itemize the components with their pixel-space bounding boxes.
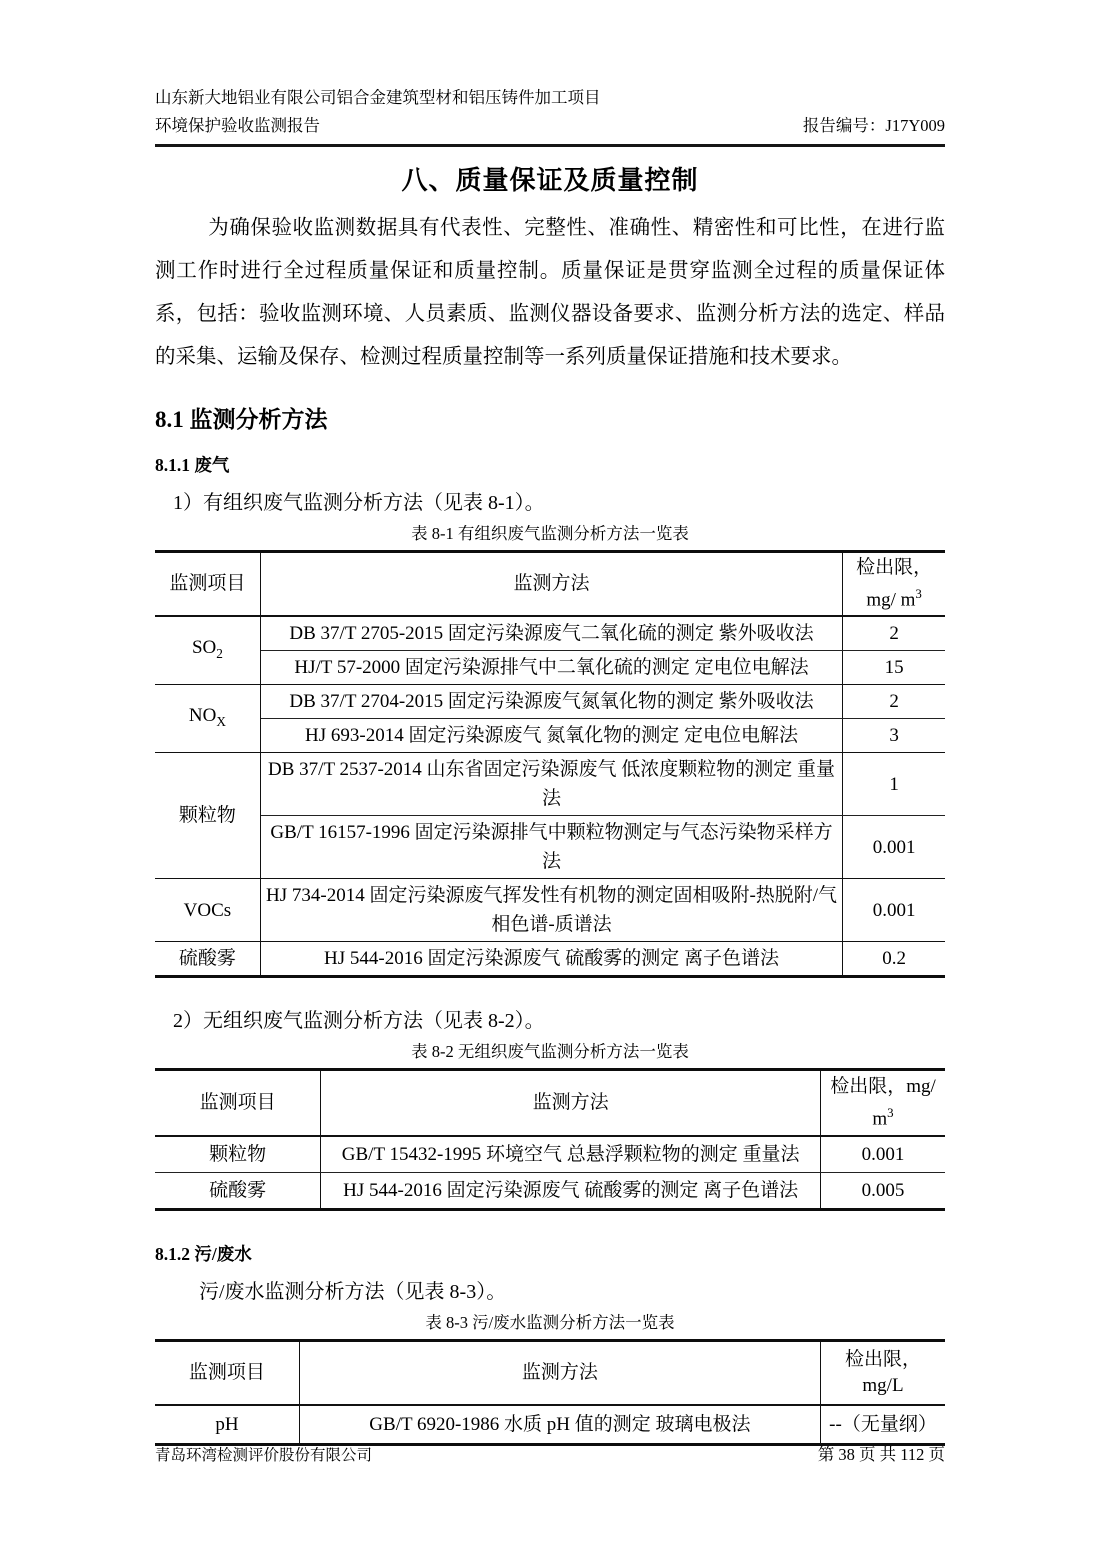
table-row (155, 879, 945, 942)
item-subscript: 2 (216, 646, 223, 662)
limit-unit: mg/ m (866, 589, 916, 611)
table-cell-method: GB/T 16157-1996 固定污染源排气中颗粒物测定与气态污染物采样方法 (260, 816, 842, 879)
lead-unorganized-gas: 2）无组织废气监测分析方法（见表 8-2）。 (173, 1010, 545, 1033)
report-number: 报告编号：J17Y009 (802, 116, 945, 135)
footer-page-number: 第 38 页 共 112 页 (817, 1445, 945, 1464)
item-label: NO (188, 705, 217, 727)
table-8-3-head (155, 1341, 945, 1405)
table-cell-limit: 0.001 (821, 1136, 945, 1173)
column-header-method: 监测方法 (260, 552, 842, 617)
table-cell-method: DB 37/T 2537-2014 山东省固定污染源废气 低浓度颗粒物的测定 重量法 (260, 753, 842, 816)
table-row (155, 816, 945, 879)
table-cell-item: 颗粒物 (155, 753, 260, 879)
column-header-limit (821, 1341, 946, 1405)
limit-unit-sup: 3 (915, 586, 922, 601)
table-row (155, 719, 945, 753)
table-cell-limit: 0.001 (843, 879, 945, 942)
header-second-line (155, 112, 945, 140)
table-row (155, 616, 945, 651)
table-row (155, 651, 945, 685)
table-header-row (155, 552, 945, 617)
table-row (155, 1136, 945, 1173)
column-header-item: 监测项目 (155, 552, 260, 617)
lead-wastewater: 污/废水监测分析方法（见表 8-3）。 (199, 1281, 507, 1304)
limit-unit: m (872, 1108, 888, 1130)
table-cell-item: pH (155, 1405, 299, 1445)
table-header-row (155, 1341, 945, 1405)
intro-paragraph: 为确保验收监测数据具有代表性、完整性、准确性、精密性和可比性，在进行监测工作时进行全过程质量保证和质量控制。质量保证是贯穿监测全过程的质量保证体系，包括：验收监测环境、人员素质、监测仪器设备要求、监测分析方法的选定、样品的采集、运输及保存、检测过程质量控制等一系列质量保证措施和技术要求。 (155, 217, 945, 368)
document-footer (155, 1441, 945, 1465)
section-8-1-heading: 8.1 监测分析方法 (155, 407, 328, 432)
table-cell-method: GB/T 15432-1995 环境空气 总悬浮颗粒物的测定 重量法 (321, 1136, 821, 1173)
table-8-3 (155, 1339, 945, 1446)
column-header-method: 监测方法 (321, 1070, 821, 1136)
chapter-title: 八、质量保证及质量控制 (401, 166, 699, 195)
table-cell-method: HJ 544-2016 固定污染源废气 硫酸雾的测定 离子色谱法 (321, 1173, 821, 1210)
table-8-1-head (155, 552, 945, 617)
table-cell-limit: 0.2 (882, 948, 906, 970)
table-8-2-caption: 表 8-2 无组织废气监测分析方法一览表 (411, 1042, 689, 1062)
table-cell-method: HJ 544-2016 固定污染源废气 硫酸雾的测定 离子色谱法 (260, 942, 842, 977)
table-8-1-caption: 表 8-1 有组织废气监测分析方法一览表 (411, 524, 689, 543)
table-row (155, 942, 945, 977)
limit-header-line1: 检出限，mg/ (830, 1075, 936, 1097)
table-8-1 (155, 550, 945, 978)
column-header-limit (821, 1070, 945, 1136)
table-header-row (155, 1070, 945, 1136)
limit-header-line1: 检出限， (856, 557, 933, 578)
section-8-1-1-heading: 8.1.1 废气 (155, 455, 230, 475)
table-row (155, 1405, 945, 1445)
table-cell-method: GB/T 6920-1986 水质 pH 值的测定 玻璃电极法 (299, 1405, 820, 1445)
table-cell-method: HJ 734-2014 固定污染源废气挥发性有机物的测定固相吸附-热脱附/气相色谱-质谱法 (260, 879, 842, 942)
page-content (155, 0, 945, 1446)
limit-header-line2 (825, 1100, 941, 1132)
table-cell-item: 硫酸雾 (155, 942, 260, 977)
table-row (155, 685, 945, 719)
table-cell-limit: 2 (843, 685, 945, 719)
table-cell-limit: 1 (843, 753, 945, 816)
table-cell-limit: 15 (843, 651, 945, 685)
limit-header-line1: 检出限， (844, 1349, 921, 1371)
project-title: 山东新大地铝业有限公司铝合金建筑型材和铝压铸件加工项目 (155, 88, 601, 107)
table-cell-item: 颗粒物 (155, 1136, 321, 1173)
table-cell-limit: 0.005 (821, 1173, 945, 1210)
table-cell-method: DB 37/T 2705-2015 固定污染源废气二氧化硫的测定 紫外吸收法 (260, 616, 842, 651)
table-8-2 (155, 1068, 945, 1211)
limit-header-line2 (847, 581, 941, 613)
table-row (155, 753, 945, 816)
table-8-3-caption: 表 8-3 污/废水监测分析方法一览表 (425, 1313, 675, 1333)
column-header-method: 监测方法 (299, 1341, 820, 1405)
table-cell-limit: --（无量纲） (829, 1414, 937, 1436)
lead-organized-gas: 1）有组织废气监测分析方法（见表 8-1）。 (173, 492, 545, 514)
section-8-1-2-heading: 8.1.2 污/废水 (155, 1244, 252, 1265)
table-cell-item: VOCs (155, 879, 260, 942)
table-cell-item: 硫酸雾 (155, 1173, 321, 1210)
table-cell-method: HJ/T 57-2000 固定污染源排气中二氧化硫的测定 定电位电解法 (260, 651, 842, 685)
table-cell-item (155, 685, 260, 753)
table-cell-method: DB 37/T 2704-2015 固定污染源废气氮氧化物的测定 紫外吸收法 (260, 685, 842, 719)
column-header-item: 监测项目 (155, 1341, 299, 1405)
table-8-2-head (155, 1070, 945, 1136)
item-label: SO (191, 637, 217, 659)
document-header (155, 84, 945, 147)
table-cell-limit: 3 (843, 719, 945, 753)
table-cell-item (155, 616, 260, 685)
table-row (155, 1173, 945, 1210)
column-header-limit (843, 552, 945, 617)
table-cell-limit: 0.001 (843, 816, 945, 879)
table-cell-method: HJ 693-2014 固定污染源废气 氮氧化物的测定 定电位电解法 (260, 719, 842, 753)
report-type: 环境保护验收监测报告 (155, 116, 320, 135)
limit-unit-sup: 3 (887, 1104, 894, 1120)
footer-company: 青岛环湾检测评价股份有限公司 (155, 1447, 373, 1464)
column-header-item: 监测项目 (155, 1070, 321, 1136)
table-cell-limit: 2 (843, 616, 945, 651)
limit-header-line2: mg/L (862, 1375, 904, 1397)
item-subscript: X (216, 714, 226, 730)
